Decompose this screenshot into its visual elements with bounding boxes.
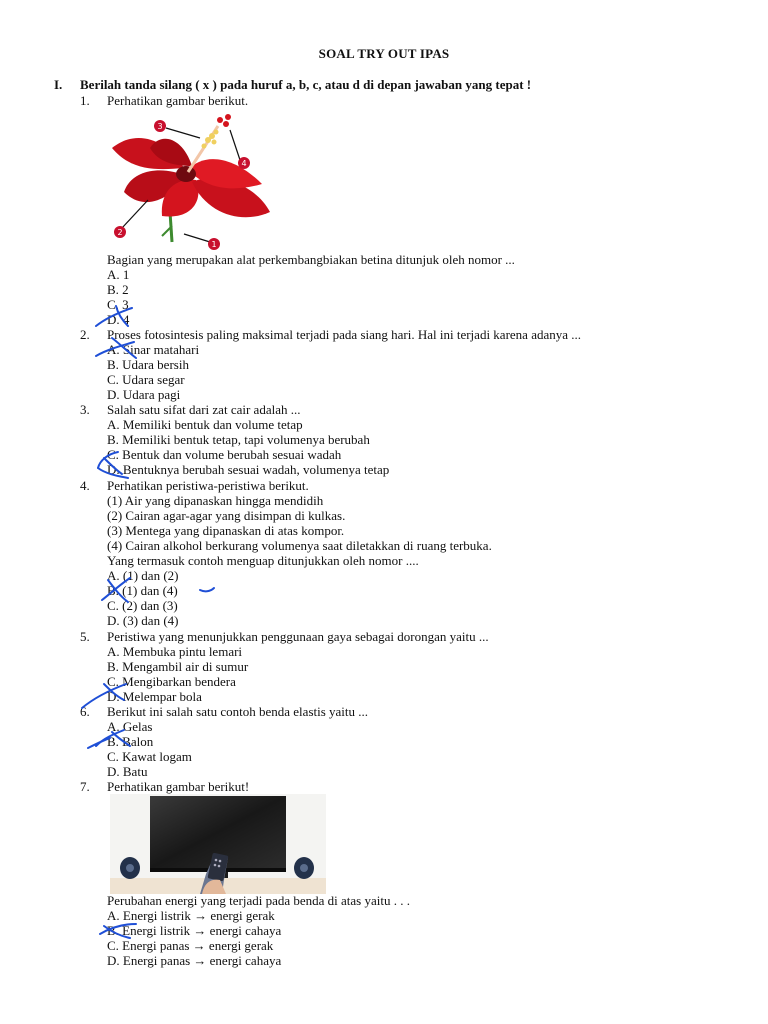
- answer-option[interactable]: D. Melempar bola: [107, 689, 202, 704]
- question-number: 4.: [80, 478, 90, 493]
- answer-option[interactable]: C. Energi panas → energi gerak: [107, 938, 274, 953]
- question-number: 7.: [80, 779, 90, 794]
- answer-option[interactable]: C. (2) dan (3): [107, 598, 178, 613]
- question-text: Perhatikan gambar berikut.: [107, 93, 249, 108]
- figure-label: 1: [211, 240, 217, 249]
- question-number: 6.: [80, 704, 90, 719]
- question-number: 3.: [80, 402, 90, 417]
- page-title: SOAL TRY OUT IPAS: [318, 46, 450, 61]
- question-text: Bagian yang merupakan alat perkembangbiakan betina ditunjuk oleh nomor ...: [107, 252, 515, 267]
- question-text: (3) Mentega yang dipanaskan di atas kompor.: [107, 523, 345, 538]
- question-number: 1.: [80, 93, 90, 108]
- question-text: Yang termasuk contoh menguap ditunjukkan oleh nomor ....: [107, 553, 419, 568]
- answer-option[interactable]: B. Mengambil air di sumur: [107, 659, 249, 674]
- answer-option[interactable]: A. (1) dan (2): [107, 568, 179, 583]
- answer-option[interactable]: D. Batu: [107, 764, 148, 779]
- answer-option[interactable]: B. Memiliki bentuk tetap, tapi volumenya berubah: [107, 432, 370, 447]
- question-text: (2) Cairan agar-agar yang disimpan di kulkas.: [107, 508, 346, 523]
- answer-option[interactable]: C. Udara segar: [107, 372, 185, 387]
- question-text: Berikut ini salah satu contoh benda elastis yaitu ...: [107, 704, 369, 719]
- answer-option[interactable]: B. 2: [107, 282, 129, 297]
- answer-option[interactable]: C. 3: [107, 297, 129, 312]
- answer-option[interactable]: B. Balon: [107, 734, 154, 749]
- answer-option[interactable]: B. (1) dan (4): [107, 583, 178, 598]
- answer-option[interactable]: C. Mengibarkan bendera: [107, 674, 236, 689]
- question-text: Salah satu sifat dari zat cair adalah ...: [107, 402, 301, 417]
- answer-option[interactable]: D. (3) dan (4): [107, 613, 179, 628]
- question-text: Peristiwa yang menunjukkan penggunaan gaya sebagai dorongan yaitu ...: [107, 629, 489, 644]
- answer-option[interactable]: A. Gelas: [107, 719, 153, 734]
- figure-label: 2: [117, 228, 123, 237]
- answer-option[interactable]: D. 4: [107, 312, 130, 327]
- question-number: 5.: [80, 629, 90, 644]
- section-instruction: [54, 77, 531, 93]
- answer-option[interactable]: A. Energi listrik → energi gerak: [107, 908, 275, 923]
- answer-option[interactable]: B. Udara bersih: [107, 357, 189, 372]
- question-number: 2.: [80, 327, 90, 342]
- figure-label: 4: [241, 159, 247, 168]
- answer-option[interactable]: A. Membuka pintu lemari: [107, 644, 243, 659]
- television-remote-image: [110, 794, 326, 894]
- answer-option[interactable]: A. Memiliki bentuk dan volume tetap: [107, 417, 303, 432]
- question-text: Perhatikan gambar berikut!: [107, 779, 250, 794]
- figure-label: 3: [157, 122, 163, 131]
- hibiscus-flower-image: [104, 108, 284, 252]
- question-text: (1) Air yang dipanaskan hingga mendidih: [107, 493, 324, 508]
- answer-option[interactable]: B. Energi listrik → energi cahaya: [107, 923, 282, 938]
- answer-option[interactable]: A. Sinar matahari: [107, 342, 200, 357]
- answer-option[interactable]: D. Udara pagi: [107, 387, 181, 402]
- question-text: Perhatikan peristiwa-peristiwa berikut.: [107, 478, 309, 493]
- answer-option[interactable]: C. Bentuk dan volume berubah sesuai wadah: [107, 447, 342, 462]
- answer-option[interactable]: D. Bentuknya berubah sesuai wadah, volumenya tetap: [107, 462, 390, 477]
- instruction-text: Berilah tanda silang ( x ) pada huruf a, b, c, atau d di depan jawaban yang tepat !: [80, 77, 532, 92]
- question-text: Proses fotosintesis paling maksimal terjadi pada siang hari. Hal ini terjadi karena adanya ...: [107, 327, 582, 342]
- answer-option[interactable]: D. Energi panas → energi cahaya: [107, 953, 282, 968]
- question-text: Perubahan energi yang terjadi pada benda di atas yaitu . . .: [107, 893, 410, 908]
- question-text: (4) Cairan alkohol berkurang volumenya saat diletakkan di ruang terbuka.: [107, 538, 492, 553]
- section-number: I.: [54, 77, 63, 92]
- answer-mark-stroke: [200, 588, 214, 591]
- answer-option[interactable]: A. 1: [107, 267, 130, 282]
- answer-option[interactable]: C. Kawat logam: [107, 749, 192, 764]
